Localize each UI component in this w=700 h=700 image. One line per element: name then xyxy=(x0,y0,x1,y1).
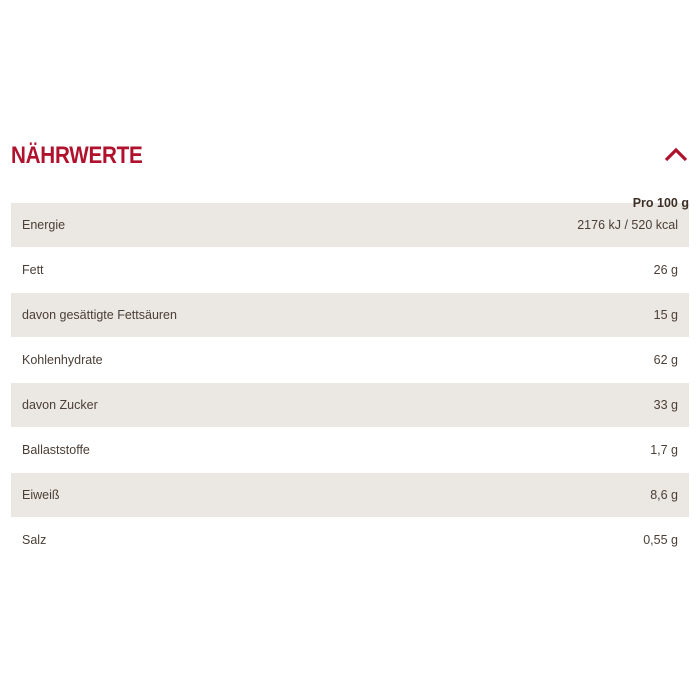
table-row xyxy=(11,248,689,293)
row-value: 33 g xyxy=(653,398,678,412)
row-value: 62 g xyxy=(653,353,678,367)
table-row xyxy=(11,473,689,518)
table-row xyxy=(11,518,689,563)
row-label: davon Zucker xyxy=(22,398,98,412)
row-value: 8,6 g xyxy=(650,488,678,502)
column-header: Pro 100 g xyxy=(632,196,689,210)
table-row xyxy=(11,293,689,338)
chevron-up-icon[interactable] xyxy=(663,144,689,166)
row-value: 0,55 g xyxy=(643,533,678,547)
nutrition-table xyxy=(11,203,689,563)
row-value: 26 g xyxy=(653,263,678,277)
table-row xyxy=(11,383,689,428)
row-label: davon gesättigte Fettsäuren xyxy=(22,308,177,322)
section-title: NÄHRWERTE xyxy=(11,142,143,169)
row-label: Salz xyxy=(22,533,47,547)
table-row xyxy=(11,428,689,473)
table-row xyxy=(11,338,689,383)
nutrition-panel xyxy=(11,136,689,563)
row-label: Fett xyxy=(22,263,44,277)
row-label: Energie xyxy=(22,218,66,232)
row-value: 15 g xyxy=(653,308,678,322)
row-label: Eiweiß xyxy=(22,488,60,502)
row-value: 1,7 g xyxy=(650,443,678,457)
nutrition-header[interactable] xyxy=(11,136,689,176)
table-row xyxy=(11,203,689,248)
row-label: Ballaststoffe xyxy=(22,443,90,457)
row-label: Kohlenhydrate xyxy=(22,353,103,367)
row-value: 2176 kJ / 520 kcal xyxy=(577,218,678,232)
